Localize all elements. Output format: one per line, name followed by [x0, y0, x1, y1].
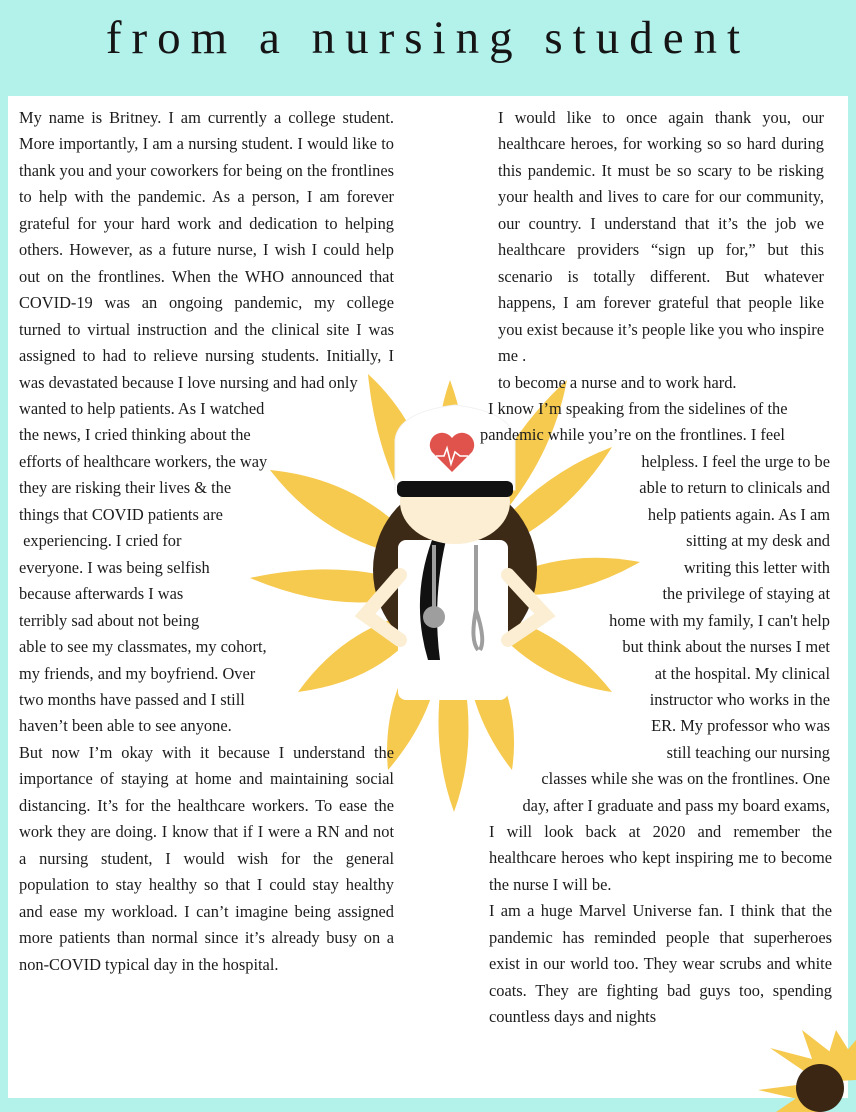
right-wrap-line: the privilege of staying at: [662, 584, 830, 604]
left-paragraph-1-justified: My name is Britney. I am currently a college student. More importantly, I am a nursing student. I would like to thank you and your coworkers for being on the frontlines to help with the pandemic. As a person, I am forever grateful for your hard work and dedication to helping others. However, as a future nurse, I wish I could help out on the frontlines. When the WHO announced that COVID-19 was an ongoing pandemic, my college turned to virtual instruction and the clinical site I was assigned to had to relieve nursing students. Initially, I was devastated because I love nursing and had only: [19, 108, 394, 392]
sunflower-corner-decoration: [758, 1030, 856, 1112]
left-wrap-line: things that COVID patients are: [19, 504, 223, 524]
left-wrap-line: because afterwards I was: [19, 584, 184, 604]
right-paragraph-1: I would like to once again thank you, our healthcare heroes, for working so so hard during this pandemic. It must be so scary to be risking your health and lives to care for our community, our country. I understand that it’s the job we healthcare providers “sign up for,” but this scenario is totally different. But whatever happens, I am forever grateful that people like you exist because it’s people like you who inspire me .: [498, 108, 824, 366]
right-paragraph-1-last-line: to become a nurse and to work hard.: [498, 372, 737, 392]
page-title: from a nursing student: [105, 12, 751, 64]
right-wrap-line: sitting at my desk and: [686, 531, 830, 551]
left-wrap-line: terribly sad about not being: [19, 610, 200, 630]
right-column-bottom: [489, 819, 832, 1031]
right-paragraph-2-rest: I will look back at 2020 and remember the healthcare heroes who kept inspiring me to become the nurse I will be.: [489, 822, 832, 894]
right-wrap-line: home with my family, I can't help: [609, 610, 830, 630]
left-column: [19, 105, 394, 978]
right-column-wrap: [480, 396, 830, 819]
right-wrap-line: day, after I graduate and pass my board exams,: [518, 795, 830, 815]
left-wrap-line: they are risking their lives & the: [19, 478, 232, 498]
left-wrap-line: haven’t been able to see anyone.: [19, 716, 232, 736]
right-wrap-line: writing this letter with: [683, 557, 830, 577]
right-wrap-line: I know I’m speaking from the sidelines of the: [488, 399, 788, 418]
left-wrap-line: everyone. I was being selfish: [19, 557, 210, 577]
right-wrap-line: help patients again. As I am: [647, 504, 830, 524]
right-column-top: [498, 105, 824, 396]
right-paragraph-3: I am a huge Marvel Universe fan. I think that the pandemic has reminded people that superheroes exist in our world too. They wear scrubs and white coats. They are fighting bad guys too, spending countless days and nights: [489, 901, 832, 1027]
right-wrap-line: ER. My professor who was: [651, 716, 830, 736]
right-wrap-line: pandemic while you’re on the frontlines. I feel: [480, 425, 785, 445]
stethoscope-chestpiece: [423, 606, 445, 628]
left-paragraph-1-wrap: [19, 396, 394, 740]
left-wrap-line: experiencing. I cried for: [19, 531, 182, 551]
left-wrap-line: efforts of healthcare workers, the way: [19, 451, 268, 471]
left-paragraph-2: But now I’m okay with it because I understand the importance of staying at home and maintaining social distancing. It’s for the healthcare workers. To ease the work they are doing. I know that if I were a RN and not a nursing student, I would wish for the general population to stay healthy so that I could stay healthy and ease my workload. I can’t imagine being assigned more patients than normal since it’s already busy on a non-COVID typical day in the hospital.: [19, 742, 394, 974]
left-wrap-line: the news, I cried thinking about the: [19, 425, 251, 445]
left-wrap-line: my friends, and my boyfriend. Over: [19, 663, 256, 683]
right-wrap-line: classes while she was on the frontlines. One: [541, 769, 830, 789]
left-wrap-line: two months have passed and I still: [19, 689, 245, 709]
left-wrap-line: able to see my classmates, my cohort,: [19, 637, 267, 657]
right-wrap-line: but think about the nurses I met: [622, 637, 830, 657]
right-wrap-line: at the hospital. My clinical: [654, 663, 830, 683]
right-wrap-line: instructor who works in the: [649, 689, 830, 709]
right-wrap-line: helpless. I feel the urge to be: [641, 451, 830, 471]
right-wrap-line: able to return to clinicals and: [639, 478, 830, 498]
left-wrap-line: wanted to help patients. As I watched: [19, 398, 265, 418]
right-wrap-line: still teaching our nursing: [666, 742, 830, 762]
